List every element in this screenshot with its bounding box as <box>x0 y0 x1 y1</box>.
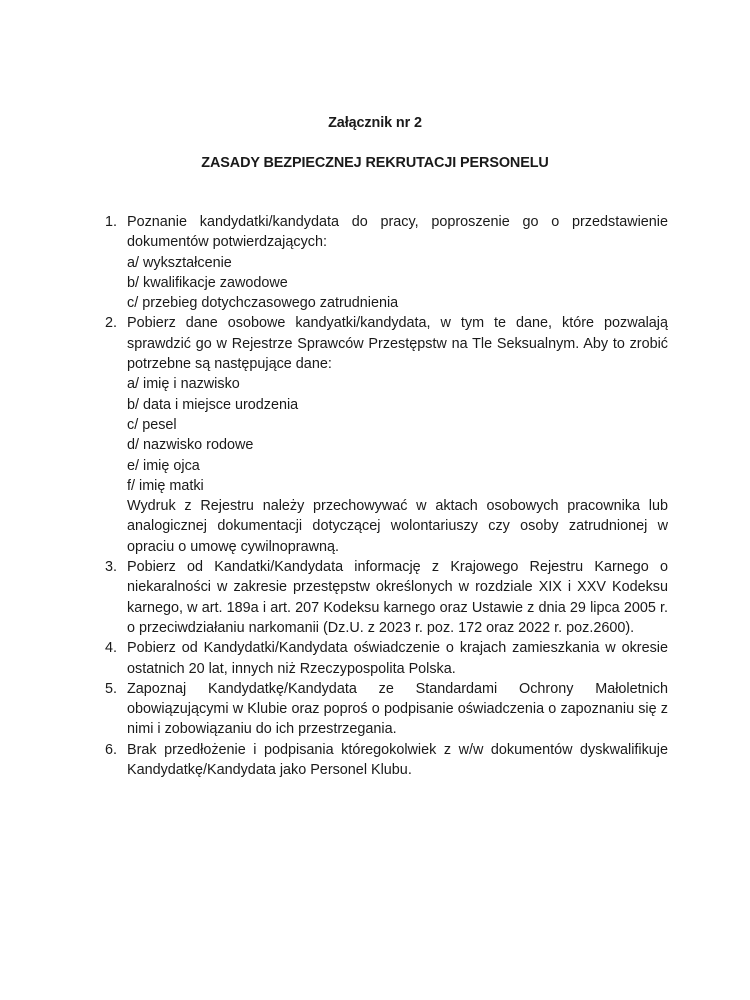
item-text: Pobierz od Kandatki/Kandydata informację z Krajowego Rejestru Karnego o niekaralności w zakresie przestępstw określonych w rozdziale XIX i XXV Kodeksu karnego, w art. 189a i art. 207 Kodeksu karnego oraz Ustawie z dnia 29 lipca 2005 r. o przeciwdziałaniu narkomanii (Dz.U. z 2023 r. poz. 172 oraz 2022 r. poz.2600). <box>127 559 668 636</box>
annex-heading: Załącznik nr 2 <box>328 115 422 131</box>
document-title: ZASADY BEZPIECZNEJ REKRUTACJI PERSONELU <box>201 155 549 171</box>
sub-item: f/ imię matki <box>127 477 204 494</box>
sub-item: b/ data i miejsce urodzenia <box>127 396 299 413</box>
sub-item: e/ imię ojca <box>127 457 200 474</box>
sub-item: b/ kwalifikacje zawodowe <box>127 274 288 291</box>
item-text: Pobierz od Kandydatki/Kandydata oświadczenie o krajach zamieszkania w okresie ostatnich 20 lat, innych niż Rzeczypospolita Polska. <box>127 640 668 677</box>
list-item <box>105 212 668 313</box>
item-note: Wydruk z Rejestru należy przechowywać w aktach osobowych pracownika lub analogicznej dokumentacji dotyczącej wolontariuszy czy osoby zatrudnionej w opraciu o umowę cywilnoprawną. <box>127 498 668 555</box>
sub-item: c/ pesel <box>127 416 177 433</box>
sub-item: d/ nazwisko rodowe <box>127 437 254 454</box>
sub-item: a/ imię i nazwisko <box>127 376 240 393</box>
item-text: Poznanie kandydatki/kandydata do pracy, poproszenie go o przedstawienie dokumentów potwierdzających: <box>127 214 668 251</box>
sub-item: a/ wykształcenie <box>127 254 232 271</box>
item-text: Zapoznaj Kandydatkę/Kandydata ze Standardami Ochrony Małoletnich obowiązującymi w Klubie oraz poproś o podpisanie oświadczenia o zapoznaniu się z nimi i zobowiązaniu do ich przestrzegania. <box>127 680 668 738</box>
list-item <box>105 638 668 679</box>
list-item <box>105 557 668 638</box>
item-text: Pobierz dane osobowe kandyatki/kandydata, w tym te dane, które pozwalają sprawdzić go w Rejestrze Sprawców Przestępstw na Tle Seksualnym. Aby to zrobić potrzebne są następujące dane: <box>127 315 668 373</box>
rules-list <box>105 212 668 780</box>
item-number: 1. <box>105 214 118 230</box>
item-number: 4. <box>105 640 118 657</box>
item-text: Brak przedłożenie i podpisania któregokolwiek z w/w dokumentów dyskwalifikuje Kandydatkę/Kandydata jako Personel Klubu. <box>127 741 668 779</box>
list-item <box>105 679 668 740</box>
item-number: 5. <box>105 680 118 697</box>
sub-item: c/ przebieg dotychczasowego zatrudnienia <box>127 295 399 312</box>
list-item <box>105 740 668 781</box>
item-number: 6. <box>105 741 118 758</box>
item-number: 2. <box>105 315 118 332</box>
list-item <box>105 313 668 557</box>
item-number: 3. <box>105 559 118 576</box>
